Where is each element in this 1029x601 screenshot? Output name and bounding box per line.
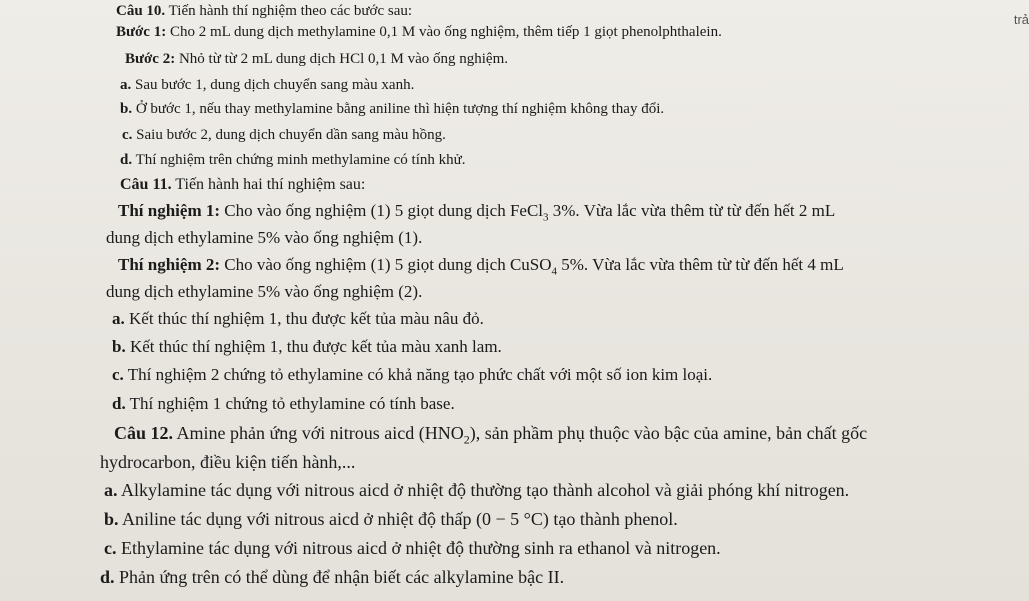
q10-b-label: b. xyxy=(120,101,133,117)
q12-option-b xyxy=(104,510,678,528)
q11-heading xyxy=(120,177,365,193)
q12-a-label: a. xyxy=(104,480,118,500)
q12-title: Câu 12. xyxy=(114,423,174,443)
q11-option-a xyxy=(112,310,484,327)
q10-heading xyxy=(116,4,412,19)
q12-d-text: Phản ứng trên có thể dùng để nhận biết các alkylamine bậc II. xyxy=(114,567,565,587)
q10-c-label: c. xyxy=(122,127,133,143)
q11-b-label: b. xyxy=(112,337,126,356)
q11-exp2 xyxy=(118,256,844,277)
q12-option-a xyxy=(104,481,849,499)
q11-exp2-text-b: 5%. Vừa lắc vừa thêm từ từ đến hết 4 mL xyxy=(557,255,844,274)
q11-exp2-subscript: 4 xyxy=(551,265,558,278)
q12-option-c xyxy=(104,539,721,557)
q10-step1-text: Cho 2 mL dung dịch methylamine 0,1 M vào ống nghiệm, thêm tiếp 1 giọt phenolphthalein. xyxy=(166,24,722,40)
q12-b-label: b. xyxy=(104,509,119,529)
q10-a-text: Sau bước 1, dung dịch chuyển sang màu xanh. xyxy=(131,77,415,93)
q11-c-label: c. xyxy=(112,365,124,384)
q11-a-text: Kết thúc thí nghiệm 1, thu được kết tủa màu nâu đỏ. xyxy=(124,309,484,328)
q10-step2-text: Nhỏ từ từ 2 mL dung dịch HCl 0,1 M vào ống nghiệm. xyxy=(175,51,508,67)
q10-option-c xyxy=(122,128,446,143)
q11-exp2-label: Thí nghiệm 2: xyxy=(118,255,221,274)
q11-b-text: Kết thúc thí nghiệm 1, thu được kết tủa màu xanh lam. xyxy=(125,337,502,356)
q11-d-text: Thí nghiệm 1 chứng tỏ ethylamine có tính base. xyxy=(125,394,455,413)
q11-option-c xyxy=(112,366,712,383)
q11-title: Câu 11. xyxy=(120,176,172,193)
q11-exp1-continuation xyxy=(106,229,422,246)
q12-intro-cont: hydrocarbon, điều kiện tiến hành,... xyxy=(100,452,356,472)
q12-intro-a: Amine phản ứng với nitrous aicd (HNO xyxy=(173,423,464,443)
q10-intro: Tiến hành thí nghiệm theo các bước sau: xyxy=(165,3,413,19)
q11-exp1-subscript: 3 xyxy=(543,211,549,224)
q10-option-b xyxy=(120,102,664,117)
q11-exp1-text-a: Cho vào ống nghiệm (1) 5 giọt dung dịch FeCl xyxy=(220,201,544,220)
q11-exp2-text-a: Cho vào ống nghiệm (1) 5 giọt dung dịch CuSO xyxy=(220,255,552,274)
q11-intro: Tiến hành hai thí nghiệm sau: xyxy=(171,176,366,193)
q12-intro-continuation xyxy=(100,453,355,471)
q11-option-d xyxy=(112,395,455,412)
q11-exp2-continuation xyxy=(106,283,422,300)
q12-d-label: d. xyxy=(100,567,115,587)
q12-b-text: Aniline tác dụng với nitrous aicd ở nhiệt độ thấp (0 − 5 °C) tạo thành phenol. xyxy=(118,509,678,529)
q10-step2 xyxy=(125,52,508,67)
q10-b-text: Ở bước 1, nếu thay methylamine bằng aniline thì hiện tượng thí nghiệm không thay đổi. xyxy=(132,101,665,117)
q11-c-text: Thí nghiệm 2 chứng tỏ ethylamine có khả năng tạo phức chất với một số ion kim loại. xyxy=(123,365,713,384)
q12-c-text: Ethylamine tác dụng với nitrous aicd ở nhiệt độ thường sinh ra ethanol và nitrogen. xyxy=(116,538,721,558)
q10-title: Câu 10. xyxy=(116,3,166,19)
q11-option-b xyxy=(112,338,502,355)
q10-step1-label: Bước 1: xyxy=(116,24,167,40)
q10-option-a xyxy=(120,78,414,93)
q12-c-label: c. xyxy=(104,538,117,558)
q12-option-d xyxy=(100,568,564,586)
q11-exp1-label: Thí nghiệm 1: xyxy=(118,201,221,220)
q10-a-label: a. xyxy=(120,77,132,93)
corner-text-fragment: trả xyxy=(1013,12,1029,27)
q11-a-label: a. xyxy=(112,309,125,328)
q10-step2-label: Bước 2: xyxy=(125,51,176,67)
q10-d-label: d. xyxy=(120,152,133,168)
q11-exp2-cont-text: dung dịch ethylamine 5% vào ống nghiệm (2). xyxy=(106,282,423,301)
q11-exp1 xyxy=(118,202,835,223)
q12-heading xyxy=(114,424,867,446)
q11-exp1-cont-text: dung dịch ethylamine 5% vào ống nghiệm (1). xyxy=(106,228,423,247)
q10-step1 xyxy=(116,25,722,40)
q11-exp1-text-b: 3%. Vừa lắc vừa thêm từ từ đến hết 2 mL xyxy=(548,201,836,220)
q12-a-text: Alkylamine tác dụng với nitrous aicd ở nhiệt độ thường tạo thành alcohol và giải phóng khí nitrogen. xyxy=(117,480,850,500)
q10-c-text: Saiu bước 2, dung dịch chuyển dần sang màu hồng. xyxy=(132,127,446,143)
q10-d-text: Thí nghiệm trên chứng minh methylamine có tính khử. xyxy=(132,152,466,168)
q12-intro-b: ), sản phầm phụ thuộc vào bậc của amine, bản chất gốc xyxy=(469,423,868,443)
q12-subscript: 2 xyxy=(463,432,470,447)
q10-option-d xyxy=(120,153,466,168)
q11-d-label: d. xyxy=(112,394,126,413)
